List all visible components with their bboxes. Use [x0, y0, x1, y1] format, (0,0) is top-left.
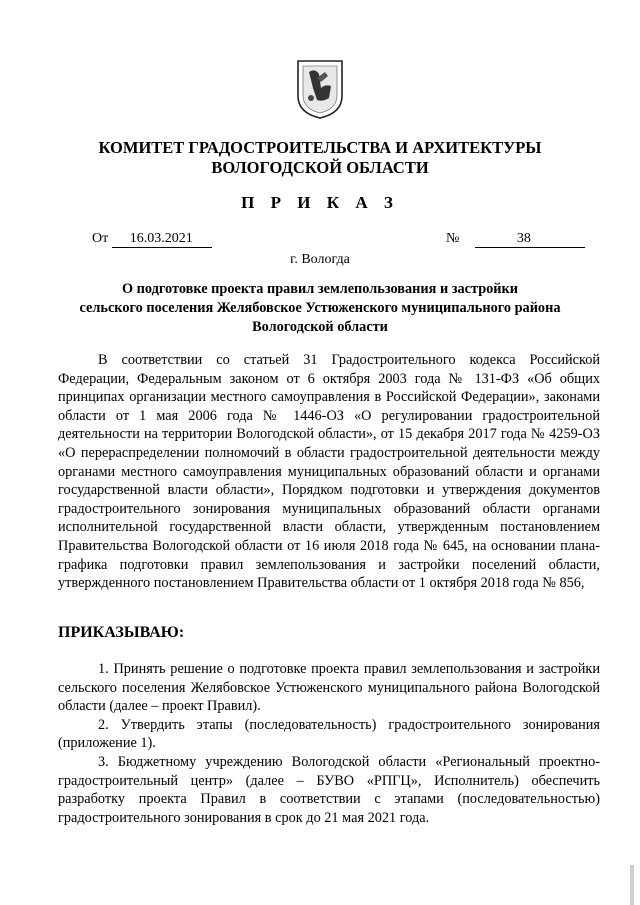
- number-prefix: №: [446, 231, 460, 246]
- subject-line-3: Вологодской области: [252, 319, 388, 335]
- order-item-1: 1. Принять решение о подготовке проекта правил землепользования и застройки сельского поселения Желябовское Устюженского муниципального района Вологодской области (далее – проект Правил).: [58, 661, 600, 715]
- subject-heading: [60, 280, 580, 337]
- order-word: ПРИКАЗЫВАЮ:: [58, 624, 185, 641]
- coat-of-arms-emblem: [295, 58, 345, 120]
- subject-line-1: О подготовке проекта правил землепользования и застройки: [121, 281, 519, 297]
- document-type: П Р И К А З: [241, 193, 399, 212]
- number-value: 38: [475, 231, 585, 248]
- order-item-2: 2. Утвердить этапы (последовательность) градостроительного зонирования (приложение 1).: [58, 716, 600, 752]
- city: г. Вологда: [290, 252, 350, 267]
- order-item-3: 3. Бюджетному учреждению Вологодской области «Региональный проектно-градостроительный центр» (далее – БУВО «РПГЦ», Исполнитель) обеспечить разработку проекта Правил в соответствии с этапами (последовательностью) градостроительного зонирования в срок до 21 мая 2021 года.: [58, 753, 600, 826]
- preamble-block: [58, 351, 600, 593]
- order-items: [58, 660, 600, 827]
- date-value: 16.03.2021: [112, 231, 212, 248]
- date-prefix: От: [92, 231, 109, 246]
- date-field: [92, 231, 212, 248]
- scan-edge-mark: [630, 865, 634, 905]
- organization-name: [0, 138, 640, 178]
- subject-line-2: сельского поселения Желябовское Устюженского муниципального района: [79, 300, 561, 316]
- org-line-1: КОМИТЕТ ГРАДОСТРОИТЕЛЬСТВА И АРХИТЕКТУРЫ: [98, 138, 542, 157]
- org-line-2: ВОЛОГОДСКОЙ ОБЛАСТИ: [211, 158, 429, 177]
- preamble-paragraph: В соответствии со статьей 31 Градостроительного кодекса Российской Федерации, Федеральным законом от 6 октября 2003 года № 131-ФЗ «Об общих принципах организации местного самоуправления в Российской Федерации», законами области от 1 мая 2006 года № 1446-ОЗ «О регулировании градостроительной деятельности на территории Вологодской области», от 15 декабря 2017 года № 4259-ОЗ «О перераспределении полномочий в области градостроительной деятельности между органами местного самоуправления муниципальных образований области и органами государственной власти области», Порядком подготовки и утверждения документов градостроительного зонирования муниципальных образований области органами исполнительной государственной власти области, утвержденным постановлением Правительства Вологодской области от 16 июля 2018 года № 645, на основании плана-графика подготовки правил землепользования и застройки поселений области, утвержденного постановлением Правительства области от 1 октября 2018 года № 856,: [58, 352, 600, 592]
- number-field: [446, 231, 585, 248]
